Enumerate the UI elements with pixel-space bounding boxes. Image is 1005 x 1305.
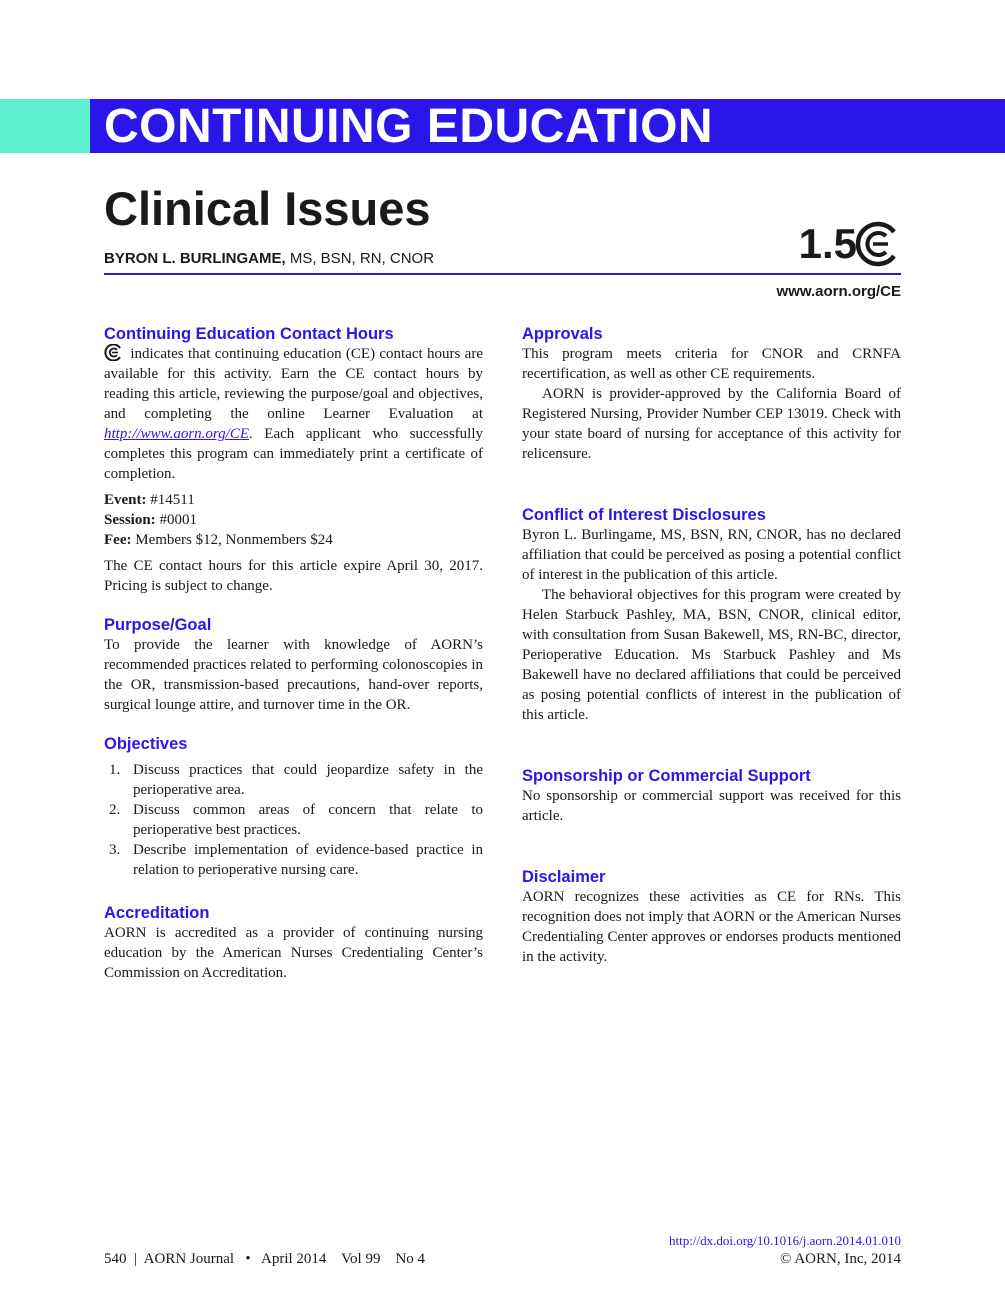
conflict-heading: Conflict of Interest Disclosures [522,506,766,524]
doi-link[interactable]: http://dx.doi.org/10.1016/j.aorn.2014.01.010 [669,1233,901,1248]
accreditation-text: AORN is accredited as a provider of continuing nursing education by the American Nurses Credentialing Center’s Commission on Accreditation. [104,925,483,981]
purpose-text: To provide the learner with knowledge of AORN’s recommended practices related to performing colonoscopies in the OR, transmission-based precautions, hand-over reports, surgical lounge attire, and turnover time in the OR. [104,637,483,713]
right-column [522,324,901,967]
left-column [104,324,483,983]
event-line: Event: #14511 [104,492,195,508]
disclaimer-text: AORN recognizes these activities as CE for RNs. This recognition does not imply that AORN or the American Nurses Credentialing Center approves or endorses products mentioned in the activity. [522,889,901,965]
article-title: Clinical Issues [104,182,431,235]
banner-accent [0,99,90,153]
contact-hours-text-1: indicates that continuing education (CE) contact hours are available for this activity. Earn the CE contact hours by reading this article, reviewing the purpose/goal and objectives, and completing the online Learner Evaluation at [104,346,483,422]
list-item: 3. Describe implementation of evidence-based practice in relation to perioperative nursing care. [109,842,483,878]
disclaimer-heading: Disclaimer [522,868,606,886]
contact-hours-text [104,344,483,484]
accreditation-heading: Accreditation [104,904,210,922]
list-item: 1. Discuss practices that could jeopardize safety in the perioperative area. [109,762,483,798]
ce-logo-icon [104,344,123,361]
author-name: BYRON L. BURLINGAME, [104,250,286,267]
sponsorship-text: No sponsorship or commercial support was received for this article. [522,788,901,824]
journal-footer: 540 | AORN Journal • April 2014 Vol 99 No 4 [104,1251,426,1267]
author-credentials: MS, BSN, RN, CNOR [289,250,435,267]
list-item: 2. Discuss common areas of concern that relate to perioperative best practices. [109,802,483,838]
conflict-text-2: The behavioral objectives for this program were created by Helen Starbuck Pashley, MA, BSN, CNOR, clinical editor, with consultation from Susan Bakewell, MS, RN-BC, director, Perioperative Education. Ms Starbuck Pashley and Ms Bakewell have no declared affiliations that could be perceived as posing potential conflicts of interest in the publication of this article. [522,587,901,723]
ce-url[interactable]: www.aorn.org/CE [776,283,901,300]
contact-hours-heading: Continuing Education Contact Hours [104,325,394,343]
fee-line: Fee: Members $12, Nonmembers $24 [104,532,333,548]
ce-logo-icon [850,220,902,268]
approvals-text-2: AORN is provider-approved by the California Board of Registered Nursing, Provider Number CEP 13019. Check with your state board of nursing for acceptance of this activity for relicensure. [522,386,901,462]
purpose-heading: Purpose/Goal [104,616,212,634]
objectives-heading: Objectives [104,735,188,753]
approvals-heading: Approvals [522,325,603,343]
sponsorship-heading: Sponsorship or Commercial Support [522,767,811,785]
expire-text: The CE contact hours for this article expire April 30, 2017. Pricing is subject to change. [104,558,483,594]
approvals-text-1: This program meets criteria for CNOR and CRNFA recertification, as well as other CE requirements. [522,346,901,382]
conflict-text-1: Byron L. Burlingame, MS, BSN, RN, CNOR, has no declared affiliation that could be perceived as posing a potential conflict of interest in the publication of this article. [522,527,901,583]
objectives-list [104,760,483,880]
contact-hours-text-2: . Each applicant who successfully completes this program can immediately print a certificate of completion. [104,426,483,482]
section-banner: CONTINUING EDUCATION [104,100,714,153]
author-line [104,250,434,267]
copyright: © AORN, Inc, 2014 [780,1251,901,1267]
header-rule [104,273,901,275]
learner-evaluation-link[interactable]: http://www.aorn.org/CE [104,426,250,442]
session-line: Session: #0001 [104,512,197,528]
ce-hours-value: 1.5 [798,220,857,267]
